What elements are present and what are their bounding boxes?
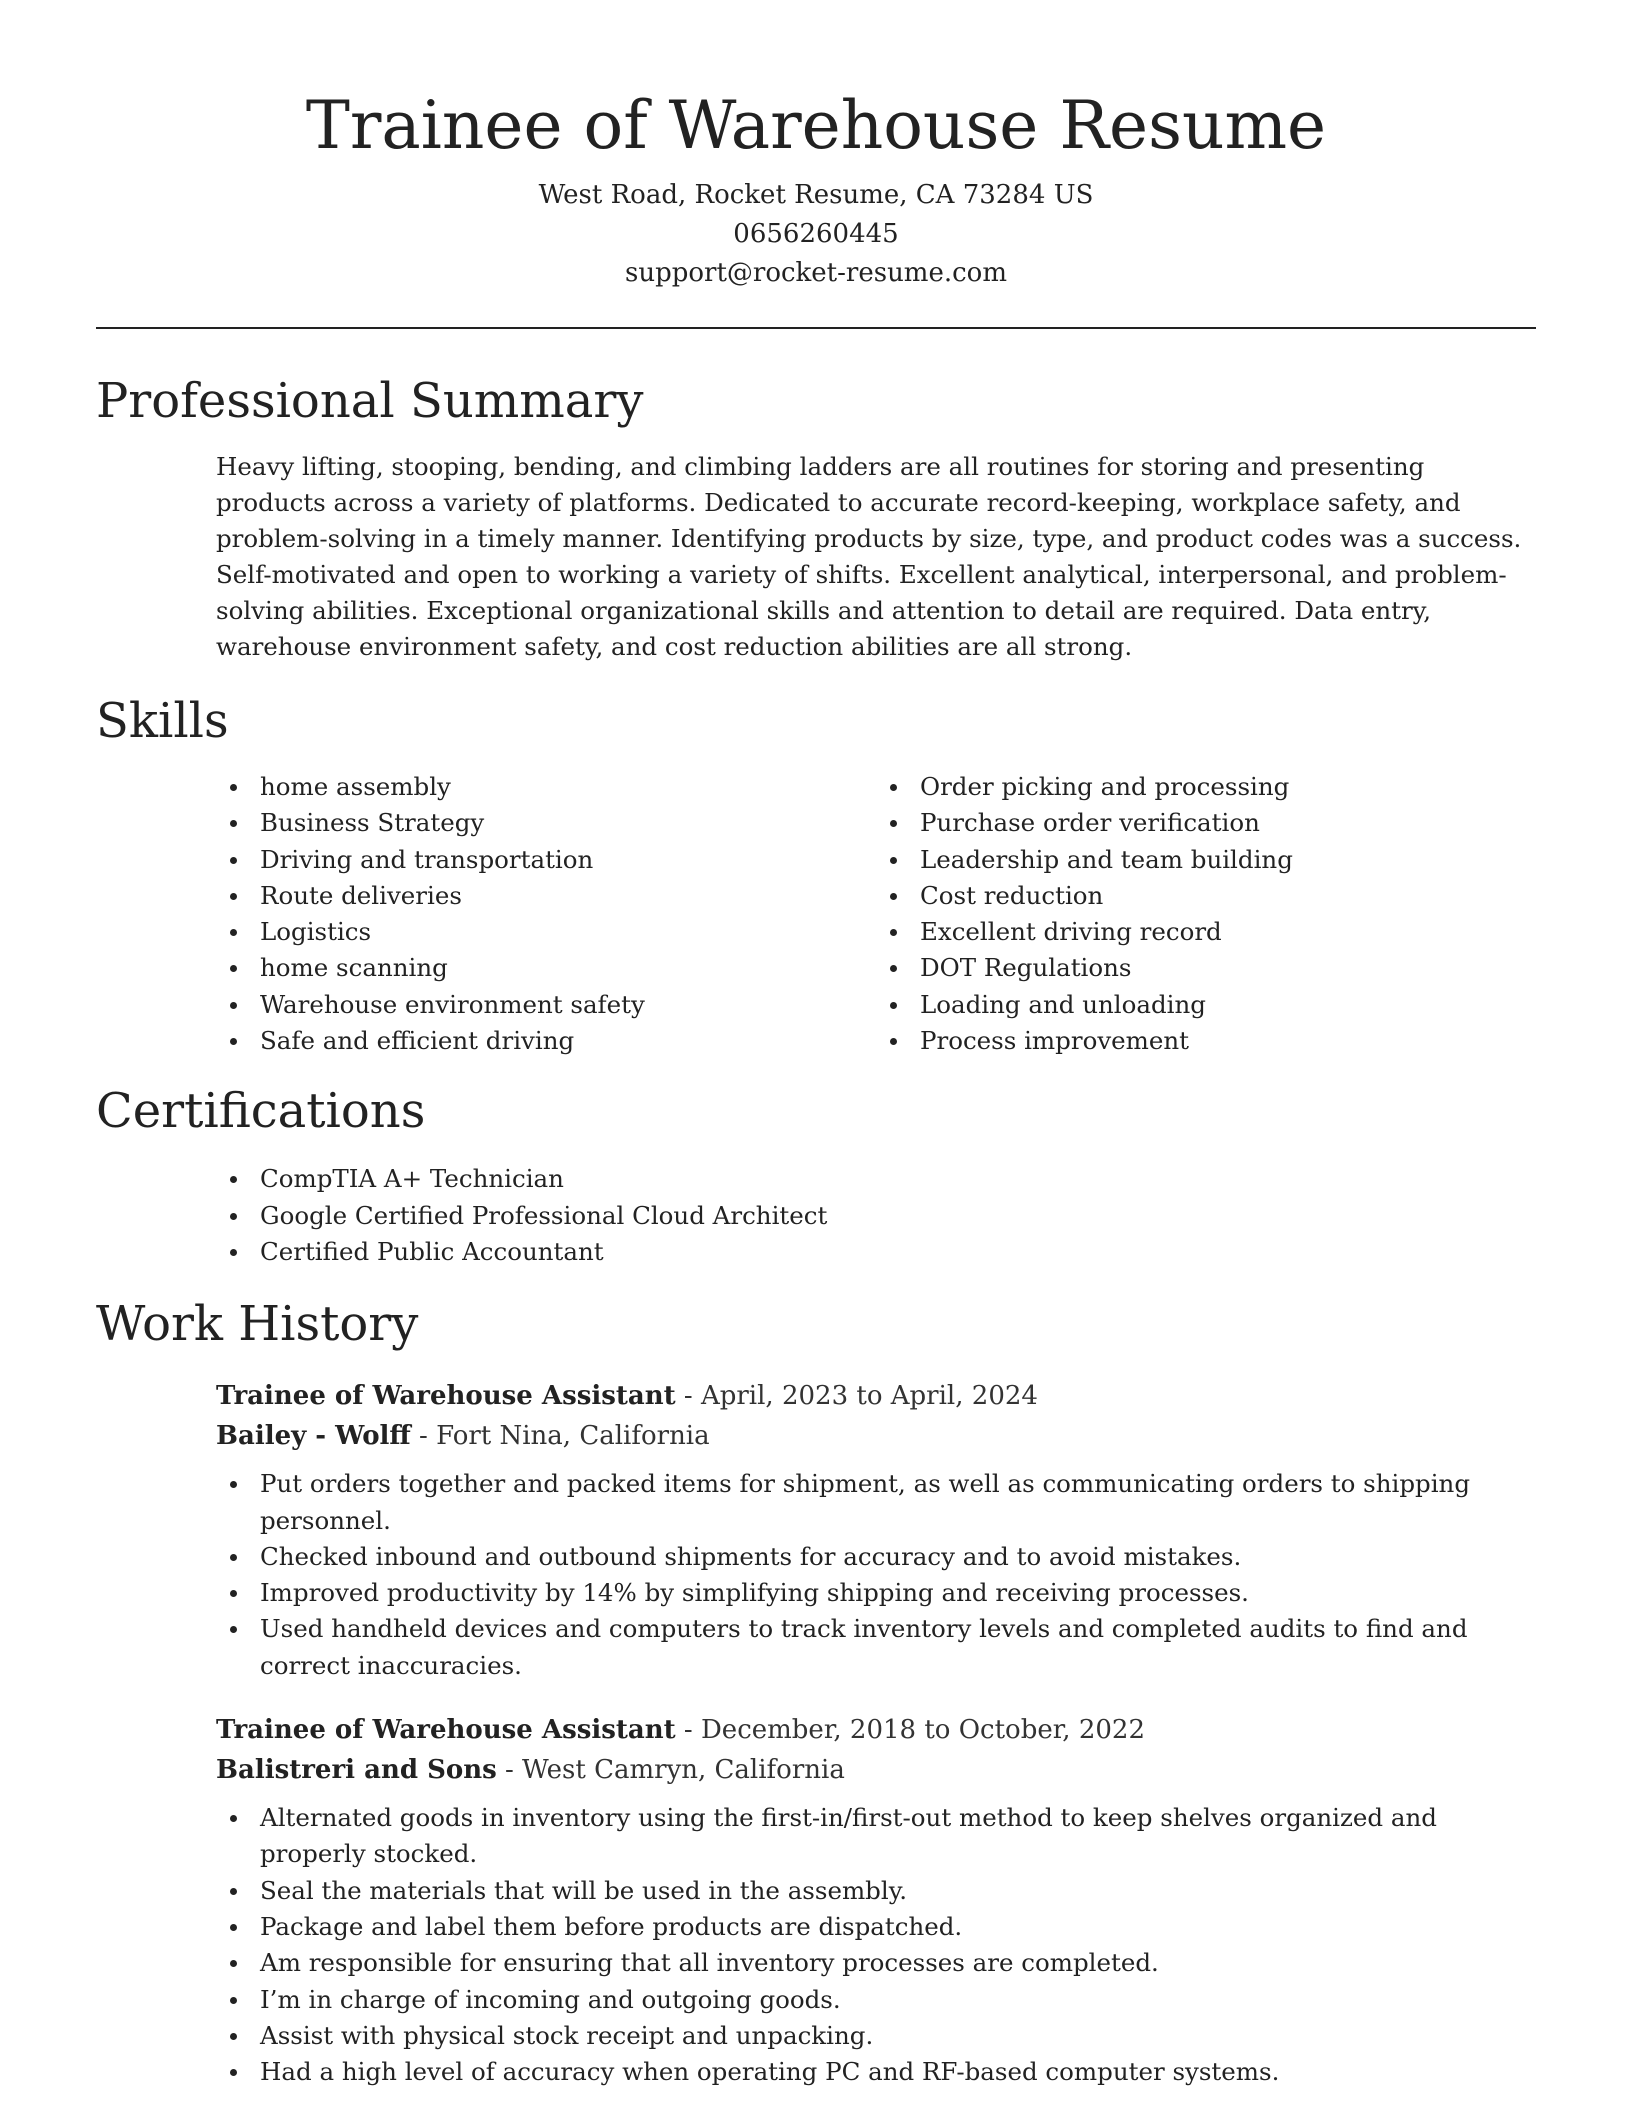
job-bullet: Seal the materials that will be used in the assembly. (260, 1873, 1536, 1909)
job-entry (216, 1710, 1536, 2090)
skill-item: Purchase order verification (920, 805, 1536, 841)
job-role-line (216, 1710, 1536, 1750)
skills-grid (216, 769, 1536, 1059)
job-entry (216, 1376, 1536, 1684)
skill-item: Route deliveries (260, 878, 876, 914)
skill-item: Safe and efficient driving (260, 1023, 876, 1059)
skills-column-right (876, 769, 1536, 1059)
job-bullet: Used handheld devices and computers to track inventory levels and completed audits to find and correct inaccuracies. (260, 1611, 1536, 1684)
job-bullet: Alternated goods in inventory using the first-in/first-out method to keep shelves organized and properly stocked. (260, 1800, 1536, 1873)
phone: 0656260445 (733, 219, 899, 249)
skill-item: home assembly (260, 769, 876, 805)
job-bullet: I’m in charge of incoming and outgoing goods. (260, 1982, 1536, 2018)
job-role-line (216, 1376, 1536, 1416)
job-bullet: Am responsible for ensuring that all inventory processes are completed. (260, 1945, 1536, 1981)
job-bullet: Put orders together and packed items for shipment, as well as communicating orders to shipping personnel. (260, 1466, 1536, 1539)
skill-item: Driving and transportation (260, 842, 876, 878)
resume-header (96, 0, 1536, 293)
skill-item: Loading and unloading (920, 987, 1536, 1023)
contact-block (96, 176, 1536, 293)
address: West Road, Rocket Resume, CA 73284 US (538, 180, 1094, 210)
skill-item: DOT Regulations (920, 950, 1536, 986)
skill-item: Business Strategy (260, 805, 876, 841)
job-role: Trainee of Warehouse Assistant (216, 1381, 676, 1412)
job-dates: - April, 2023 to April, 2024 (675, 1381, 1038, 1412)
job-bullet: Checked inbound and outbound shipments for accuracy and to avoid mistakes. (260, 1539, 1536, 1575)
job-bullet: Package and label them before products are dispatched. (260, 1909, 1536, 1945)
skill-item: Logistics (260, 914, 876, 950)
resume-title: Trainee of Warehouse Resume (305, 87, 1327, 164)
section-title-certifications: Certifications (96, 1083, 426, 1140)
certification-item: Certified Public Accountant (260, 1234, 1536, 1270)
job-company-line (216, 1416, 1536, 1456)
summary-text: Heavy lifting, stooping, bending, and climbing ladders are all routines for storing and presenting products across a variety of platforms. Dedicated to accurate record-keeping, workplace safety, and problem-solving in a timely manner. Identifying products by size, type, and product codes was a success. Self-motivated and open to working a variety of shifts. Excellent analytical, interpersonal, and problem-solving abilities. Exceptional organizational skills and attention to detail are required. Data entry, warehouse environment safety, and cost reduction abilities are all strong. (216, 452, 1522, 661)
skill-item: Leadership and team building (920, 842, 1536, 878)
job-bullet: Assist with physical stock receipt and unpacking. (260, 2018, 1536, 2054)
skill-item: Warehouse environment safety (260, 987, 876, 1023)
job-bullets (216, 1800, 1536, 2090)
section-title-skills: Skills (96, 693, 229, 749)
job-bullets (216, 1466, 1536, 1684)
job-company: Bailey - Wolff (216, 1421, 411, 1452)
skill-item: home scanning (260, 950, 876, 986)
certification-item: CompTIA A+ Technician (260, 1161, 1536, 1197)
section-title-work-history: Work History (96, 1296, 419, 1353)
skill-item: Process improvement (920, 1023, 1536, 1059)
job-bullet: Improved productivity by 14% by simplifying shipping and receiving processes. (260, 1575, 1536, 1611)
skills-column-left (216, 769, 876, 1059)
job-company-line (216, 1750, 1536, 1790)
certification-item: Google Certified Professional Cloud Architect (260, 1198, 1536, 1234)
skill-item: Cost reduction (920, 878, 1536, 914)
skill-item: Excellent driving record (920, 914, 1536, 950)
section-title-summary: Professional Summary (96, 373, 644, 429)
email: support@rocket-resume.com (624, 258, 1007, 288)
job-location: - West Camryn, California (496, 1755, 845, 1786)
skill-item: Order picking and processing (920, 769, 1536, 805)
job-company: Balistreri and Sons (216, 1755, 497, 1786)
job-role: Trainee of Warehouse Assistant (216, 1715, 676, 1746)
job-bullet: Had a high level of accuracy when operating PC and RF-based computer systems. (260, 2054, 1536, 2090)
certification-list (216, 1161, 1536, 1270)
job-location: - Fort Nina, California (410, 1421, 710, 1452)
header-divider (96, 327, 1536, 329)
job-dates: - December, 2018 to October, 2022 (675, 1715, 1145, 1746)
